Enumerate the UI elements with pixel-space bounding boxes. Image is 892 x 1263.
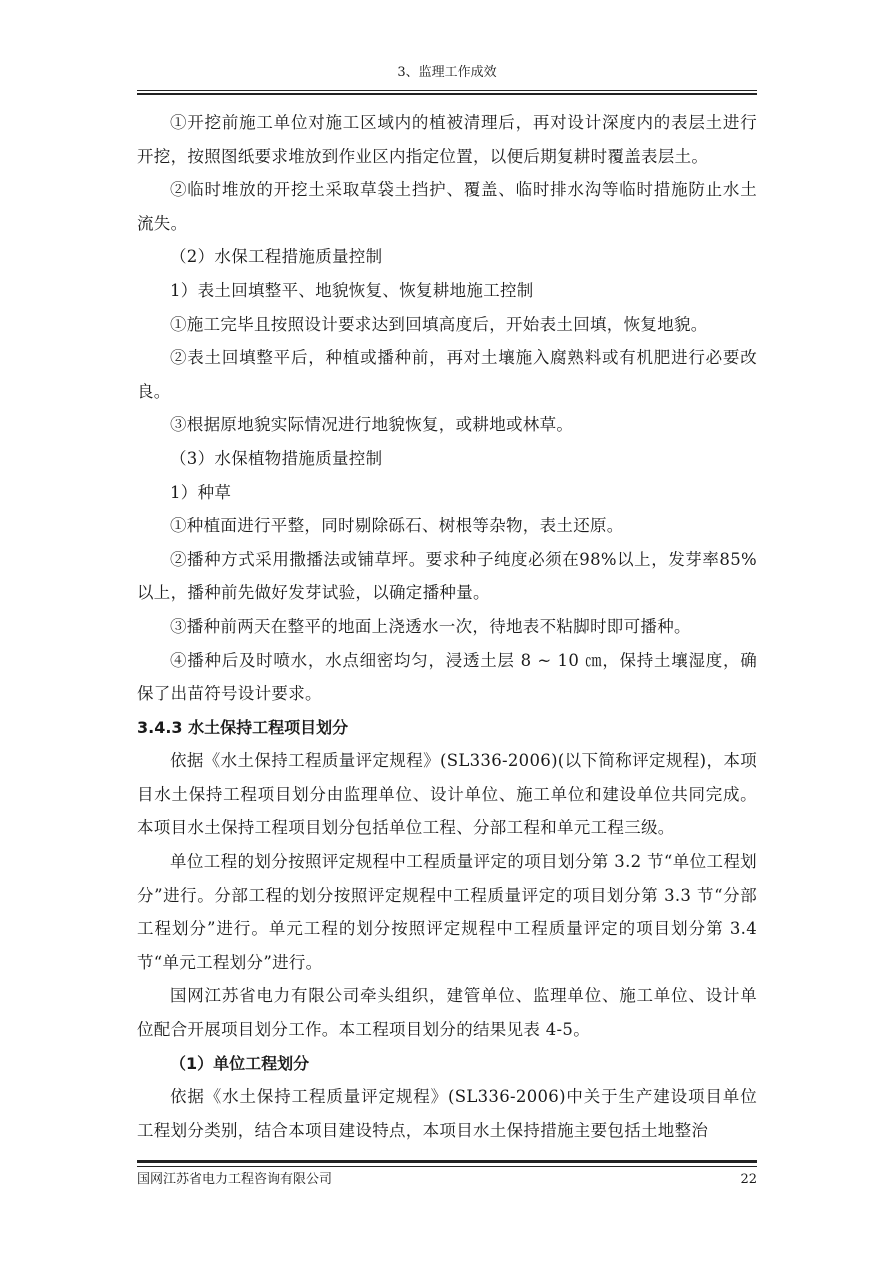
paragraph: ②播种方式采用撒播法或铺草坪。要求种子纯度必须在98%以上，发芽率85%以上，播种前先做好发芽试验，以确定播种量。 — [137, 549, 757, 603]
footer-divider-thin — [137, 1166, 757, 1167]
paragraph: ①施工完毕且按照设计要求达到回填高度后，开始表土回填，恢复地貌。 — [170, 314, 708, 334]
paragraph: ②临时堆放的开挖土采取草袋土挡护、覆盖、临时排水沟等临时措施防止水土流失。 — [137, 180, 757, 233]
paragraph: 依据《水土保持工程质量评定规程》(SL336-2006)中关于生产建设项目单位工程划分类别，结合本项目建设特点，本项目水土保持措施主要包括土地整治 — [137, 1087, 757, 1140]
paragraph: ③播种前两天在整平的地面上浇透水一次，待地表不粘脚时即可播种。 — [170, 616, 691, 636]
section-heading: 3.4.3 水土保持工程项目划分 — [137, 717, 349, 737]
paragraph: 依据《水土保持工程质量评定规程》(SL336-2006)(以下简称评定规程)，本项目水土保持工程项目划分由监理单位、设计单位、施工单位和建设单位共同完成。本项目水土保持工程项目划分包括单位工程、分部工程和单元工程三级。 — [137, 751, 757, 838]
header-divider-thick — [137, 93, 757, 95]
list-heading: 1）种草 — [170, 482, 232, 502]
page-body — [137, 106, 757, 1147]
paragraph: ②表土回填整平后，种植或播种前，再对土壤施入腐熟料或有机肥进行必要改良。 — [137, 348, 757, 401]
subsection-heading: （1）单位工程划分 — [170, 1053, 310, 1073]
paragraph: ④播种后及时喷水，水点细密均匀，浸透土层 8 ~ 10 ㎝，保持土壤湿度，确保了出苗符号设计要求。 — [137, 650, 757, 704]
paragraph: 单位工程的划分按照评定规程中工程质量评定的项目划分第 3.2 节“单位工程划分”进行。分部工程的划分按照评定规程中工程质量评定的项目划分第 3.3 节“分部工程划分”进行。单元工程的划分按照评定规程中工程质量评定的项目划分第 3.4 节“单元工程划分”进行。 — [137, 852, 757, 972]
subsection-heading: （2）水保工程措施质量控制 — [170, 247, 383, 267]
running-header: 3、监理工作成效 — [397, 65, 497, 80]
header-divider-thin — [137, 90, 757, 91]
paragraph: ①种植面进行平整，同时剔除砾石、树根等杂物，表土还原。 — [170, 516, 624, 536]
paragraph: ③根据原地貌实际情况进行地貌恢复，或耕地或林草。 — [170, 415, 574, 435]
list-heading: 1）表土回填整平、地貌恢复、恢复耕地施工控制 — [170, 280, 534, 300]
footer-divider-thick — [137, 1160, 757, 1163]
paragraph: 国网江苏省电力有限公司牵头组织，建管单位、监理单位、施工单位、设计单位配合开展项目划分工作。本工程项目划分的结果见表 4-5。 — [137, 986, 757, 1040]
page-number: 22 — [740, 1172, 757, 1187]
paragraph: ①开挖前施工单位对施工区域内的植被清理后，再对设计深度内的表层土进行开挖，按照图纸要求堆放到作业区内指定位置，以便后期复耕时覆盖表层土。 — [137, 113, 757, 166]
footer-company: 国网江苏省电力工程咨询有限公司 — [137, 1172, 333, 1187]
subsection-heading: （3）水保植物措施质量控制 — [170, 448, 383, 468]
